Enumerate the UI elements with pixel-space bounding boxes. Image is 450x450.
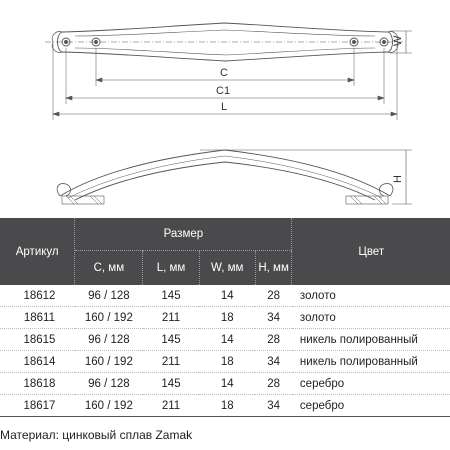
cell-article: 18614	[0, 351, 75, 373]
dimension-c-label: C	[220, 67, 228, 79]
header-l: L, мм	[143, 251, 199, 286]
dimension-c1-label: C1	[216, 85, 231, 97]
cell-color: никель полированный	[292, 351, 450, 373]
cell-h: 28	[255, 285, 292, 307]
dimension-w-label: W	[392, 35, 404, 46]
cell-l: 211	[143, 395, 199, 417]
handle-side-view	[57, 150, 393, 204]
handle-top-view	[45, 23, 405, 61]
table-row	[0, 307, 450, 329]
table-row	[0, 395, 450, 417]
table-row	[0, 351, 450, 373]
handle-drawing-svg	[0, 0, 450, 218]
cell-h: 28	[255, 329, 292, 351]
header-w: W, мм	[199, 251, 255, 286]
cell-l: 145	[143, 373, 199, 395]
cell-w: 14	[199, 285, 255, 307]
cell-l: 211	[143, 351, 199, 373]
cell-w: 18	[199, 307, 255, 329]
dimension-l-label: L	[221, 101, 228, 113]
cell-c: 96 / 128	[75, 285, 143, 307]
cell-color: никель полированный	[292, 329, 450, 351]
table-row	[0, 285, 450, 307]
cell-w: 14	[199, 329, 255, 351]
cell-article: 18617	[0, 395, 75, 417]
cell-color: золото	[292, 285, 450, 307]
cell-h: 34	[255, 307, 292, 329]
spec-table	[0, 218, 450, 417]
cell-h: 34	[255, 395, 292, 417]
material-note: Материал: цинковый сплав Zamak	[0, 428, 193, 442]
cell-article: 18618	[0, 373, 75, 395]
table-row	[0, 329, 450, 351]
table-header-row	[0, 218, 450, 251]
cell-l: 145	[143, 329, 199, 351]
header-h: H, мм	[255, 251, 292, 286]
cell-l: 145	[143, 285, 199, 307]
cell-c: 160 / 192	[75, 351, 143, 373]
table-row	[0, 373, 450, 395]
cell-article: 18611	[0, 307, 75, 329]
cell-c: 96 / 128	[75, 329, 143, 351]
header-size-group: Размер	[75, 218, 292, 251]
cell-color: серебро	[292, 373, 450, 395]
cell-w: 18	[199, 395, 255, 417]
header-color: Цвет	[292, 218, 450, 285]
header-c: C, мм	[75, 251, 143, 286]
cell-c: 160 / 192	[75, 395, 143, 417]
cell-color: золото	[292, 307, 450, 329]
technical-drawing	[0, 0, 450, 218]
cell-article: 18615	[0, 329, 75, 351]
cell-article: 18612	[0, 285, 75, 307]
cell-c: 96 / 128	[75, 373, 143, 395]
cell-c: 160 / 192	[75, 307, 143, 329]
cell-color: серебро	[292, 395, 450, 417]
cell-w: 14	[199, 373, 255, 395]
cell-w: 18	[199, 351, 255, 373]
cell-l: 211	[143, 307, 199, 329]
cell-h: 34	[255, 351, 292, 373]
dimension-h-label: H	[392, 175, 404, 183]
header-article: Артикул	[0, 218, 75, 285]
cell-h: 28	[255, 373, 292, 395]
